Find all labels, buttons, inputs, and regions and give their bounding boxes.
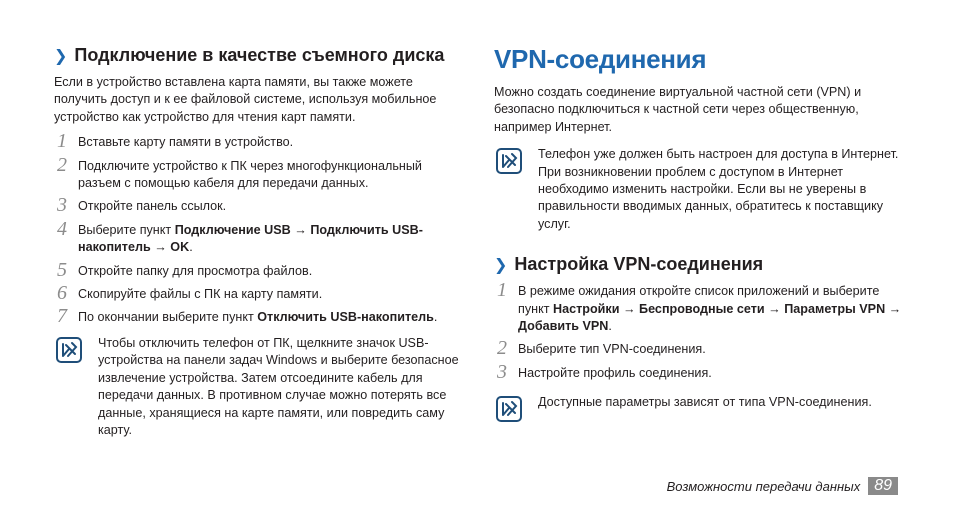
note-block-access: Телефон уже должен быть настроен для доступа в Интернет. При возникновении проблем с доступом в Интернет необходимо изменить настройки. Если вы не уверены в правильности вводимых данных, обратитесь к поставщику услуг. [494, 146, 904, 233]
note-block: Чтобы отключить телефон от ПК, щелкните значок USB-устройства на панели задач Windows и выберите безопасное извлечение устройства. Затем отсоедините кабель для передачи данных. В противном случае можно потерять все данные, хранящиеся на карте памяти, или повредить саму карту. [54, 335, 462, 439]
note-block-params: Доступные параметры зависят от типа VPN-соединения. [494, 394, 904, 411]
step-2: 2 Подключите устройство к ПК через многофункциональный разъем с помощью кабеля для передачи данных. [57, 153, 422, 191]
step-7: 7 По окончании выберите пункт Отключить USB-накопитель. [57, 305, 438, 328]
intro-paragraph: Если в устройство вставлена карта памяти, вы также можете получить доступ и к ее файловой системе, используя мобильное устройство как устройство для чтения карт памяти. [54, 75, 437, 124]
vpn-steps-list [494, 279, 904, 383]
page-number: 89 [868, 477, 898, 495]
chevron-right-icon: ❯ [494, 257, 508, 275]
steps-list [54, 130, 462, 328]
note-pencil-icon [496, 148, 522, 174]
page-title: VPN-соединения [494, 44, 707, 74]
note-pencil-icon [496, 396, 522, 422]
right-column [494, 44, 904, 412]
step-5: 5 Откройте папку для просмотра файлов. [57, 258, 313, 281]
section-heading-mass-storage: ❯ Подключение в качестве съемного диска [54, 45, 445, 65]
footer-section-title: Возможности передачи данных [666, 478, 861, 494]
step-3: 3 Откройте панель ссылок. [57, 194, 227, 217]
section-heading-vpn-setup: ❯ Настройка VPN-соединения [494, 254, 764, 275]
vpn-step-1: 1 В режиме ожидания откройте список приложений и выберите пункт Настройки → Беспроводные сети → Параметры VPN → Добавить VPN. [497, 279, 902, 334]
note-pencil-icon [56, 337, 82, 363]
vpn-step-2: 2 Выберите тип VPN-соединения. [497, 337, 706, 360]
page-footer [667, 477, 898, 495]
step-4: 4 Выберите пункт Подключение USB → Подключить USB-накопитель → OK. [57, 217, 423, 255]
left-column [54, 44, 462, 439]
chevron-right-icon: ❯ [54, 48, 68, 65]
vpn-step-3: 3 Настройте профиль соединения. [497, 360, 712, 383]
vpn-intro-paragraph: Можно создать соединение виртуальной частной сети (VPN) и безопасно подключиться к частной сети через общественную, например Интернет. [494, 85, 862, 134]
step-6: 6 Скопируйте файлы с ПК на карту памяти. [57, 282, 323, 305]
step-1: 1 Вставьте карту памяти в устройство. [57, 130, 294, 153]
